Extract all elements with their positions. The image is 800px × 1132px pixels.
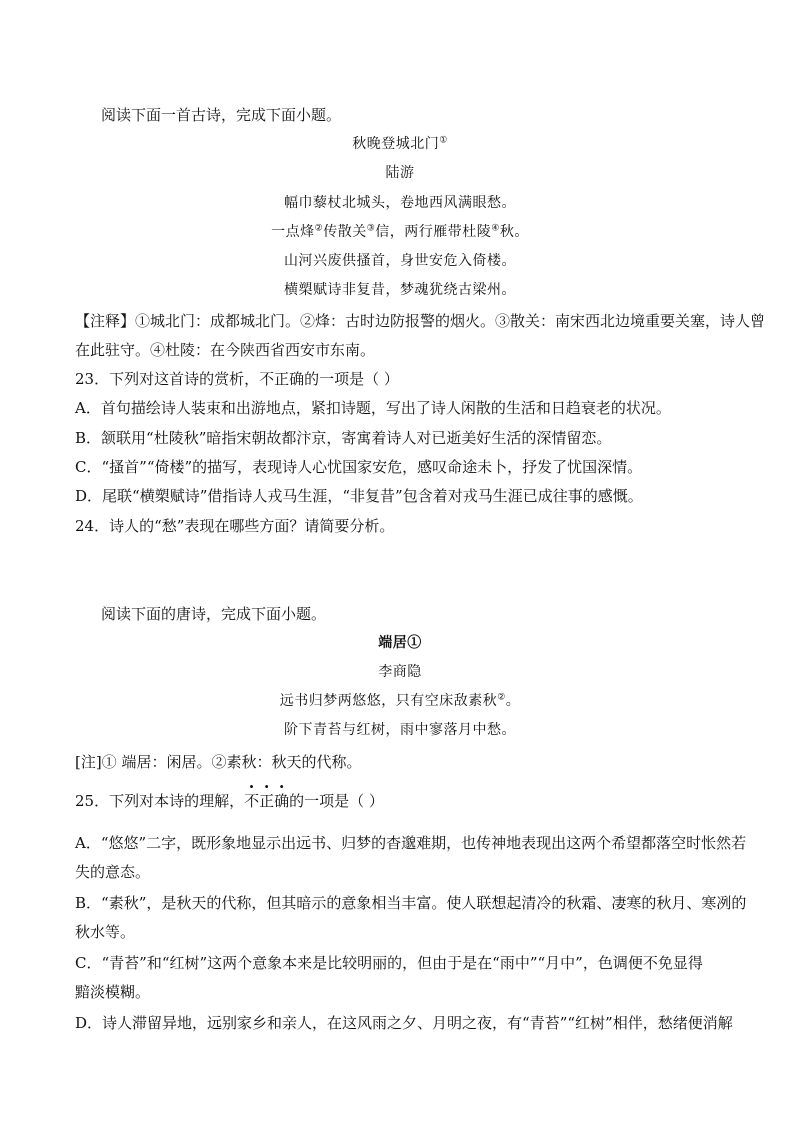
poem1-line-4: 横槊赋诗非复昔，梦魂犹绕古梁州。 — [284, 282, 516, 298]
poem2-line-1-text: 远书归梦两悠悠，只有空床敌素秋 — [279, 693, 498, 709]
poem1-author: 陆游 — [385, 165, 415, 181]
section1-intro: 阅读下面一首古诗，完成下面小题。 — [101, 106, 342, 124]
poem1-line-2-part-d: 秋。 — [499, 224, 529, 240]
q25-option-a-line-1: A．“悠悠”二字，既形象地显示出远书、归梦的杳邈难期，也传神地表现出这两个希望都落空时怅然若 — [75, 834, 747, 852]
q25-emphasis-1: 不 — [244, 792, 260, 810]
q25-emphasis-2: 正 — [259, 792, 275, 810]
q23-option-c: C．“搔首”“倚楼”的描写，表现诗人心忧国家安危，感叹命途未卜，抒发了忧国深情。 — [75, 458, 643, 476]
q23-option-a: A．首句描绘诗人装束和出游地点，紧扣诗题，写出了诗人闲散的生活和日趋衰老的状况。 — [75, 399, 671, 417]
q25-option-a-line-2: 失的意态。 — [75, 863, 151, 881]
q25-option-d-line-1: D．诗人滞留异地，远别家乡和亲人，在这风雨之夕、月明之夜，有“青苔”“红树”相伴，愁绪便消解 — [75, 1014, 733, 1032]
poem2-line-1 — [0, 691, 800, 711]
poem1-note-mark-3: ③ — [366, 223, 376, 234]
poem1-line-3: 山河兴废供搔首，身世安危入倚楼。 — [284, 253, 516, 269]
q25-option-b-line-2: 秋水等。 — [75, 923, 136, 941]
q25-option-c-line-2: 黯淡模糊。 — [75, 983, 151, 1001]
poem2-line-1-end: 。 — [505, 693, 521, 709]
poem2-notes: [注]① 端居：闲居。②素秋：秋天的代称。 — [75, 753, 362, 771]
q25-emphasis-3: 确 — [274, 792, 290, 810]
poem1-title — [0, 134, 800, 154]
poem1-notes-line-1: 【注释】①城北门：成都城北门。②烽：古时边防报警的烟火。③散关：南宋西北边境重要关塞，诗人曾 — [75, 312, 766, 330]
poem2-line-2: 阶下青苔与红树，雨中寥落月中愁。 — [284, 722, 516, 738]
question-23: 23．下列对这首诗的赏析，不正确的一项是（ ） — [75, 370, 399, 388]
q25-option-b-line-1: B．“素秋”，是秋天的代称，但其暗示的意象相当丰富。使人联想起清冷的秋霜、凄寒的秋月、寒冽的 — [75, 894, 747, 912]
poem1-line-2-part-b: 传散关 — [323, 224, 367, 240]
poem2-author: 李商隐 — [378, 664, 422, 680]
poem1-title-text: 秋晚登城北门 — [352, 136, 440, 152]
poem2-note-mark-2: ② — [497, 692, 506, 703]
q23-option-b: B．颔联用“杜陵秋”暗指宋朝故都汴京，寄寓着诗人对已逝美好生活的深情留恋。 — [75, 429, 612, 447]
poem1-line-2-part-a: 一点烽 — [271, 224, 315, 240]
poem1-note-mark-4: ④ — [491, 223, 500, 234]
poem1-line-2 — [0, 222, 800, 242]
q25-stem-post: 的一项是（ ） — [289, 792, 384, 810]
question-25 — [75, 791, 384, 811]
poem1-notes-line-2: 在此驻守。④杜陵：在今陕西省西安市东南。 — [75, 341, 376, 359]
q23-option-d: D．尾联“横槊赋诗”借指诗人戎马生涯，“非复昔”包含着对戎马生涯已成往事的感慨。 — [75, 487, 643, 505]
poem1-line-2-part-c: 信，两行雁带杜陵 — [375, 224, 492, 240]
section2-intro: 阅读下面的唐诗，完成下面小题。 — [101, 605, 327, 623]
poem1-note-mark-2: ② — [314, 223, 324, 234]
poem1-line-1: 幅巾藜杖北城头，卷地西风满眼愁。 — [284, 195, 516, 211]
q25-stem-pre: 25．下列对本诗的理解， — [75, 792, 245, 810]
question-24: 24．诗人的“愁”表现在哪些方面？请简要分析。 — [75, 517, 395, 535]
q25-option-c-line-1: C．“青苔”和“红树”这两个意象本来是比较明丽的，但由于是在“雨中”“月中”，色调便不免显得 — [75, 954, 703, 972]
poem2-title: 端居① — [378, 635, 422, 651]
poem1-title-mark: ① — [439, 135, 448, 146]
